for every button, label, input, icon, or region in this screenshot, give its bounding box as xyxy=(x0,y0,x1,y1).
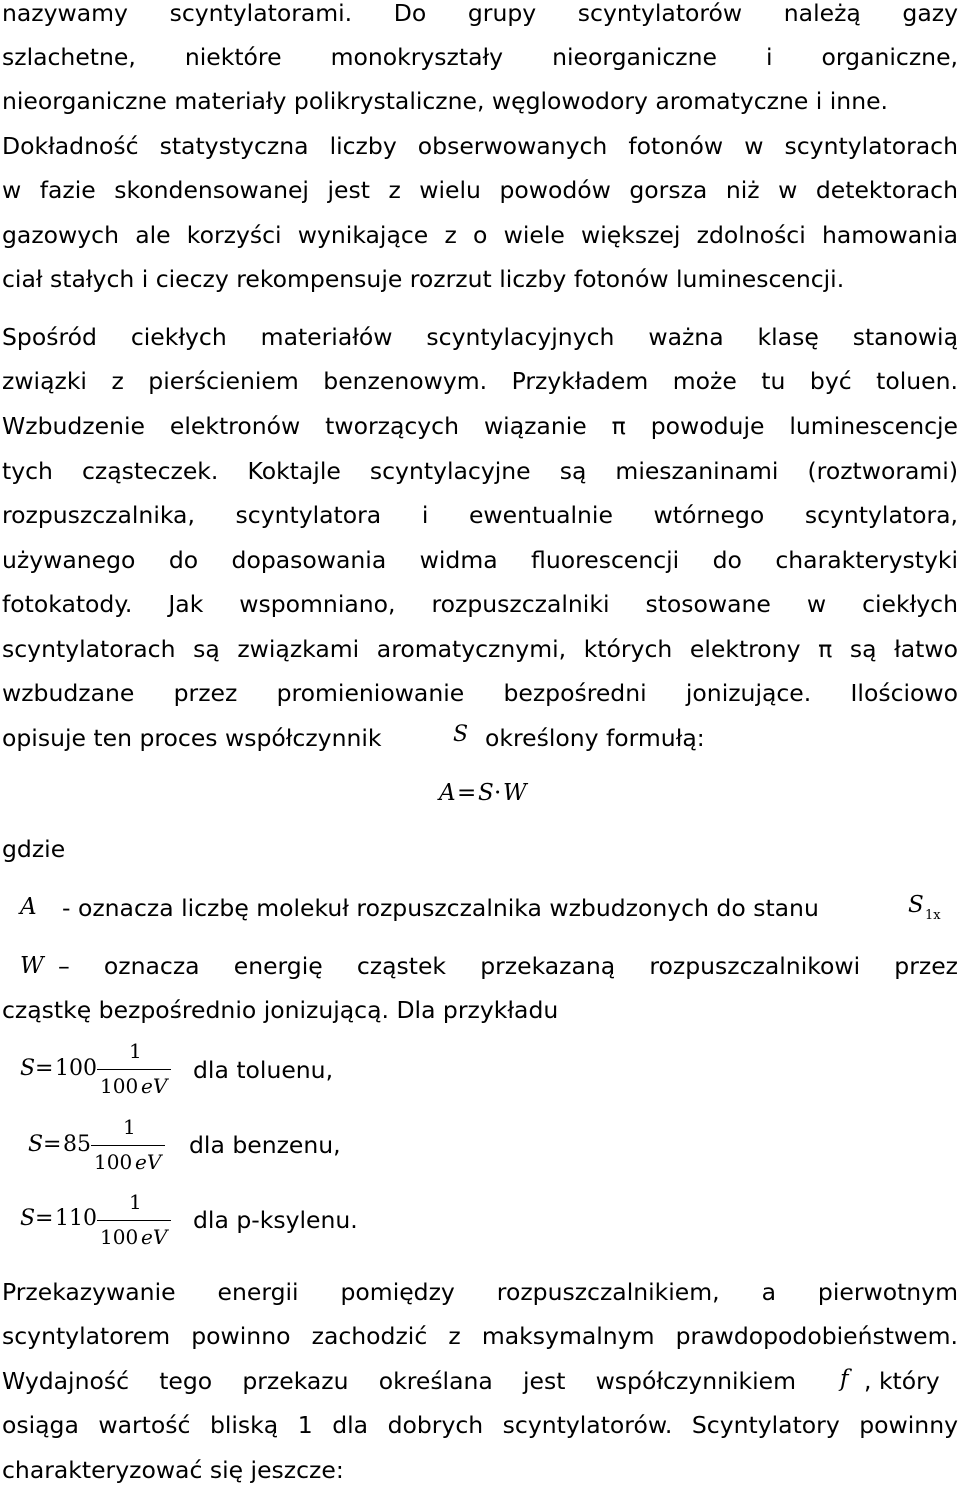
def-state-s: S xyxy=(908,892,924,918)
formula-equals: = xyxy=(457,780,477,806)
fraction-numerator: 1 xyxy=(129,1039,142,1063)
text-line: charakteryzować się jeszcze: xyxy=(2,1456,344,1484)
example-coefficient: 110 xyxy=(55,1206,97,1231)
example-var: S xyxy=(28,1132,44,1157)
def-state-subscript: 1x xyxy=(925,908,941,923)
text-line: tych cząsteczek. Koktajle scyntylacyjne są mieszaninami (roztworami) xyxy=(2,457,958,485)
text-line: osiąga wartość bliską 1 dla dobrych scyntylatorów. Scyntylatory powinny xyxy=(2,1411,958,1439)
fraction-bar xyxy=(97,1220,171,1221)
fraction-bar xyxy=(97,1069,171,1070)
text-line: używanego do dopasowania widma fluorescencji do charakterystyki xyxy=(2,546,958,574)
text-line: scyntylatorem powinno zachodzić z maksymalnym prawdopodobieństwem. xyxy=(2,1322,958,1350)
text-line: ciał stałych i cieczy rekompensuje rozrzut liczby fotonów luminescencji. xyxy=(2,265,845,293)
fraction-denominator-number: 100 xyxy=(100,1074,139,1098)
gdzie-label: gdzie xyxy=(2,835,66,863)
example-label: dla toluenu, xyxy=(193,1056,334,1084)
example-equals: = xyxy=(43,1132,62,1157)
def-w-continued: cząstkę bezpośrednio jonizującą. Dla przykładu xyxy=(2,996,559,1024)
math-symbol-s: S xyxy=(453,722,469,747)
def-w-symbol: W xyxy=(20,953,44,979)
example-coefficient: 100 xyxy=(55,1056,97,1081)
text-line-end: określony formułą: xyxy=(485,724,705,752)
fraction-denominator-number: 100 xyxy=(100,1225,139,1249)
text-line: szlachetne, niektóre monokryształy nieorganiczne i organiczne, xyxy=(2,43,958,71)
fraction-denominator-number: 100 xyxy=(94,1150,133,1174)
example-label: dla p-ksylenu. xyxy=(193,1206,358,1234)
text-line: nazywamy scyntylatorami. Do grupy scyntylatorów należą gazy xyxy=(2,0,958,27)
text-line-start: Wydajność tego przekazu określana jest współczynnikiem xyxy=(2,1367,796,1395)
text-line: Dokładność statystyczna liczby obserwowanych fotonów w scyntylatorach xyxy=(2,132,958,160)
fraction-bar xyxy=(91,1145,165,1146)
text-line: Spośród ciekłych materiałów scyntylacyjnych ważna klasę stanowią xyxy=(2,323,958,351)
example-equals: = xyxy=(35,1206,54,1231)
example-var: S xyxy=(20,1206,36,1231)
formula-s: S xyxy=(478,780,494,806)
text-line: wzbudzane przez promieniowanie bezpośredni jonizujące. Ilościowo xyxy=(2,679,958,707)
example-coefficient: 85 xyxy=(63,1132,91,1157)
text-line: Wzbudzenie elektronów tworzących wiązanie π powoduje luminescencje xyxy=(2,412,958,440)
text-line-end: , który xyxy=(864,1367,940,1395)
fraction-denominator-unit: eV xyxy=(141,1074,168,1098)
fraction-numerator: 1 xyxy=(129,1190,142,1214)
def-a-text: - oznacza liczbę molekuł rozpuszczalnika wzbudzonych do stanu xyxy=(62,894,819,922)
text-line: gazowych ale korzyści wynikające z o wiele większej zdolności hamowania xyxy=(2,221,958,249)
fraction-denominator-unit: eV xyxy=(141,1225,168,1249)
example-equals: = xyxy=(35,1056,54,1081)
formula-dot: · xyxy=(494,780,502,806)
fraction-denominator-unit: eV xyxy=(135,1150,162,1174)
text-line: Przekazywanie energii pomiędzy rozpuszczalnikiem, a pierwotnym xyxy=(2,1278,958,1306)
example-label: dla benzenu, xyxy=(189,1131,341,1159)
formula-a: A xyxy=(439,780,456,806)
text-line: związki z pierścieniem benzenowym. Przykładem może tu być toluen. xyxy=(2,367,958,395)
text-line: fotokatody. Jak wspomniano, rozpuszczalniki stosowane w ciekłych xyxy=(2,590,958,618)
text-line: nieorganiczne materiały polikrystaliczne, węglowodory aromatyczne i inne. xyxy=(2,87,889,115)
def-a-symbol: A xyxy=(20,894,37,920)
example-var: S xyxy=(20,1056,36,1081)
text-line: rozpuszczalnika, scyntylatora i ewentualnie wtórnego scyntylatora, xyxy=(2,501,958,529)
fraction-numerator: 1 xyxy=(123,1115,136,1139)
def-w-text: – oznacza energię cząstek przekazaną rozpuszczalnikowi przez xyxy=(58,952,958,980)
math-symbol-f: f xyxy=(840,1366,849,1392)
text-line: scyntylatorach są związkami aromatycznymi, których elektrony π są łatwo xyxy=(2,635,958,663)
text-line: w fazie skondensowanej jest z wielu powodów gorsza niż w detektorach xyxy=(2,176,958,204)
formula-w: W xyxy=(503,780,527,806)
text-line-start: opisuje ten proces współczynnik xyxy=(2,724,382,752)
